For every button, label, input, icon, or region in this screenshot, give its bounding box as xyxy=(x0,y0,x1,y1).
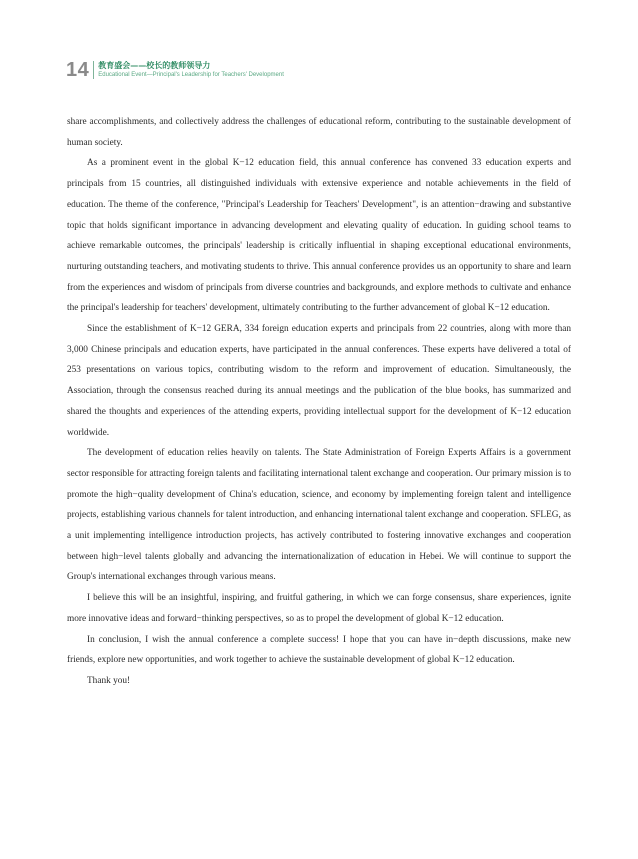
paragraph-continued: share accomplishments, and collectively address the challenges of educational reform, contributing to the sustainable development of human society. xyxy=(67,117,571,148)
header-titles xyxy=(98,61,284,79)
paragraph-conclusion: In conclusion, I wish the annual conference a complete success! I hope that you can have in−depth discussions, make new friends, explore new opportunities, and work together to achieve the sustainable development of global K−12 education. xyxy=(67,634,571,666)
page-number: 14 xyxy=(66,59,90,81)
header-title-english: Educational Event—Principal's Leadership for Teachers' Development xyxy=(98,72,284,78)
paragraph-thanks: Thank you! xyxy=(87,675,131,686)
header-title-chinese: 教育盛会——校长的教师领导力 xyxy=(98,61,211,70)
paragraph-conference-overview: As a prominent event in the global K−12 education field, this annual conference has convened 33 education experts and principals from 15 countries, all distinguished individuals with extensive experience and notable achievements in the field of education. The theme of the conference, "Principal's Leadership for Teachers' Development", is an attention−drawing and substantive topic that holds significant importance in advancing development and elevating quality of education. In guiding school teams to achieve remarkable outcomes, the principals' leadership is critically influential in shaping exceptional educational environments, nurturing outstanding teachers, and motivating students to thrive. This annual conference provides us an opportunity to share and learn from the experiences and wisdom of principals from diverse countries and backgrounds, and explore methods to cultivate and enhance the principal's leadership for teachers' development, ultimately contributing to the further advancement of global K−12 education. xyxy=(67,158,571,314)
running-header xyxy=(66,58,284,82)
paragraph-gera-history: Since the establishment of K−12 GERA, 334 foreign education experts and principals from 22 countries, along with more than 3,000 Chinese principals and education experts, have participated in the annual conferences. These experts have delivered a total of 253 presentations on various topics, contributing wisdom to the reform and improvement of education. Simultaneously, the Association, through the consensus reached during its annual meetings and the publication of the blue books, has summarized and shared the thoughts and experiences of the attending experts, providing intellectual support for the development of K−12 education worldwide. xyxy=(67,324,571,438)
header-divider xyxy=(93,61,94,79)
body-text xyxy=(67,112,571,692)
paragraph-gathering-belief: I believe this will be an insightful, inspiring, and fruitful gathering, in which we can forge consensus, share experiences, ignite more innovative ideas and forward−thinking perspectives, so as to propel the development of global K−12 education. xyxy=(67,593,571,624)
paragraph-talent-development: The development of education relies heavily on talents. The State Administration of Foreign Experts Affairs is a government sector responsible for attracting foreign talents and facilitating international talent exchange and cooperation. Our primary mission is to promote the high−quality development of China's education, science, and economy by implementing foreign talent and intelligence projects, establishing various channels for talent introduction, and enhancing international talent exchange and cooperation. SFLEG, as a unit implementing intelligence introduction projects, has actively contributed to fostering innovative exchanges and cooperation between high−level talents globally and advancing the internationalization of education in Hebei. We will continue to support the Group's international exchanges through various means. xyxy=(67,448,571,583)
